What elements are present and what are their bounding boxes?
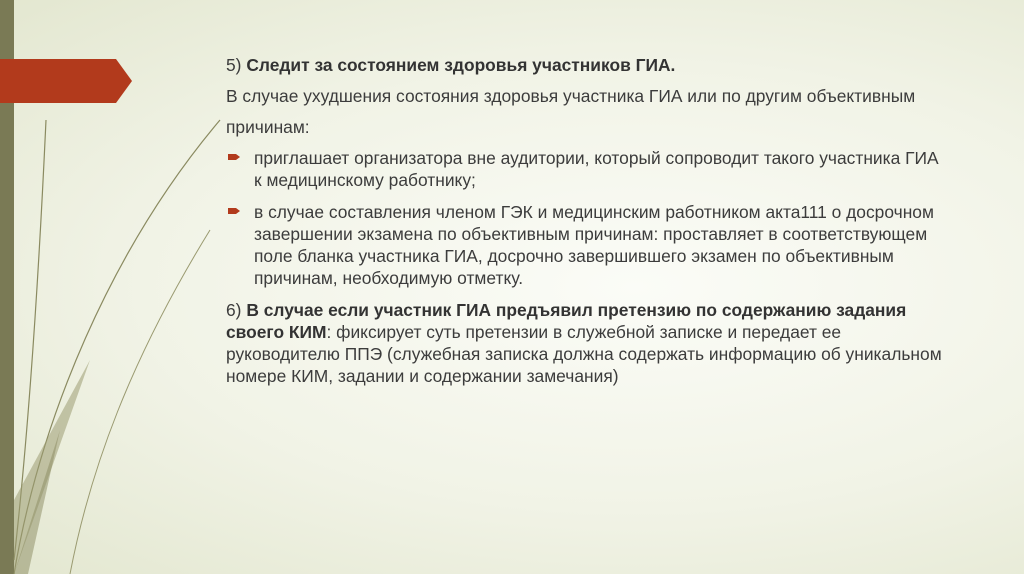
item-6 [226,299,946,387]
bullet-text: приглашает организатора вне аудитории, который сопроводит такого участника ГИА к медицинскому работнику; [254,148,939,190]
slide-content [226,50,946,387]
bullet-arrow-icon [228,153,240,161]
accent-arrow-tab [0,59,132,103]
bullet-text: в случае составления членом ГЭК и медицинским работником акта111 о досрочном завершении экзамена по объективным причинам: проставляет в соответствующем поле бланка участника ГИА, досрочно завершившего экзамен по объективным причинам, необходимую отметку. [254,202,934,288]
heading-5-number: 5) [226,55,242,75]
item-6-text: : фиксирует суть претензии в служебной записке и передает ее руководителю ППЭ (служебная записка должна содержать информацию об уникальном номере КИМ, задании и содержании замечания) [226,322,942,386]
list-item [226,147,946,191]
heading-5-text: Следит за состоянием здоровья участников ГИА. [246,55,676,75]
bullet-arrow-icon [228,207,240,215]
item-6-bold: В случае если участник ГИА предъявил претензию по содержанию задания своего КИМ [226,300,907,342]
list-item [226,201,946,289]
item-6-number: 6) [226,300,242,320]
intro-text: В случае ухудшения состояния здоровья участника ГИА или по другим объективным причинам: [226,86,916,137]
heading-5 [226,50,946,81]
bullet-list [226,147,946,289]
